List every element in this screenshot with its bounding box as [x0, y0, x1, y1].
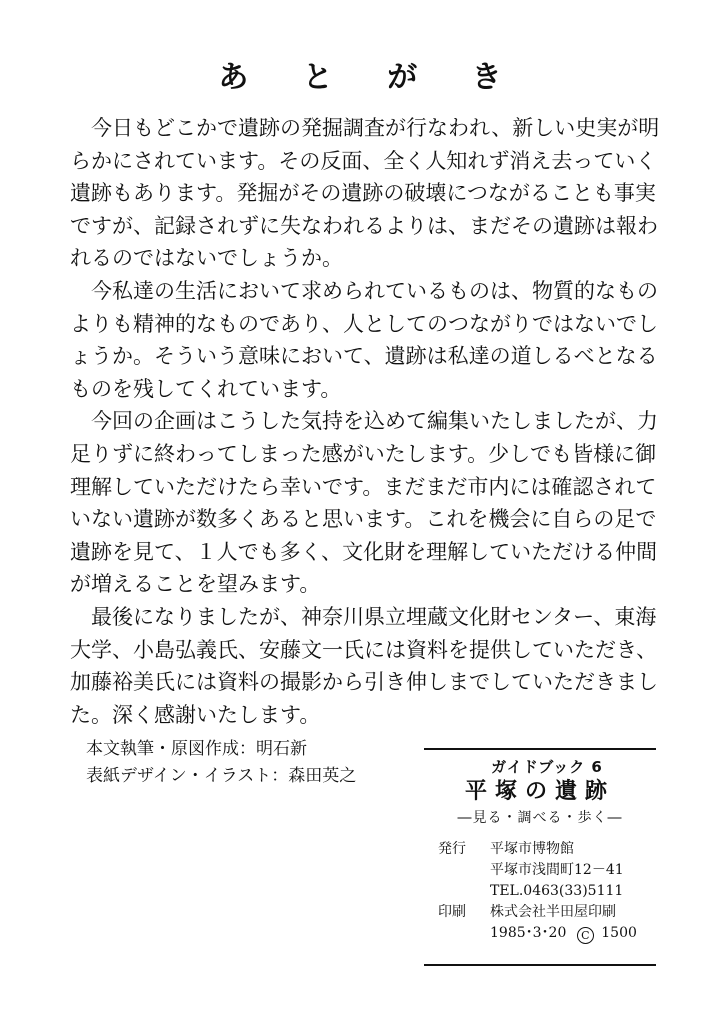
publication-info	[490, 923, 656, 944]
credit-design: 表紙デザイン・イラスト：森田英之	[86, 766, 357, 786]
publisher: 平塚市博物館	[490, 841, 574, 857]
credit-author: 本文執筆・原図作成：明石新	[86, 739, 307, 759]
colophon-details	[424, 839, 656, 944]
afterword-body	[70, 112, 670, 731]
telephone: TEL.0463(33)5111	[490, 883, 624, 899]
address: 平塚市浅間町12－41	[490, 862, 624, 878]
paragraph: 今日もどこかで遺跡の発掘調査が行なわれ、新しい史実が明らかにされています。その反面、全く人知れず消え去っていく遺跡もあります。発掘がその遺跡の破壊につながることも事実ですが、記録されずに失なわれるよりは、まだその遺跡は報われるのではないでしょうか。	[70, 116, 660, 271]
colophon	[424, 748, 656, 966]
copyright-icon: C	[577, 927, 594, 944]
series-label: ガイドブック 6	[491, 758, 603, 776]
paragraph: 今私達の生活において求められているものは、物質的なものよりも精神的なものであり、人としてのつながりではないでしょうか。そういう意味において、遺跡は私達の道しるべとなるものを残してくれています。	[70, 278, 658, 401]
paragraph: 今回の企画はこうした気持を込めて編集いたしましたが、力足りずに終わってしまった感がいたします。少しでも皆様に御理解していただけたら幸いです。まだまだ市内には確認されていない遺跡が数多くあると思います。これを機会に自らの足で遺跡を見て、１人でも多く、文化財を理解していただける仲間が増えることを望みます。	[70, 409, 658, 597]
publication-date: 1985･3･20	[490, 925, 567, 941]
credits	[86, 736, 356, 790]
price: 1500	[601, 925, 637, 941]
printer: 株式会社半田屋印刷	[490, 904, 616, 920]
printer-label: 印刷	[438, 904, 466, 920]
paragraph: 最後になりましたが、神奈川県立埋蔵文化財センター、東海大学、小島弘義氏、安藤文一氏には資料を提供していただき、加藤裕美氏には資料の撮影から引き伸しまでしていただきました。深く感謝いたします。	[70, 604, 658, 727]
book-title: 平塚の遺跡	[464, 779, 615, 804]
page-title: あ と が き	[218, 60, 524, 95]
publisher-label: 発行	[438, 841, 466, 857]
book-subtitle: ―見る・調べる・歩く―	[457, 810, 623, 826]
